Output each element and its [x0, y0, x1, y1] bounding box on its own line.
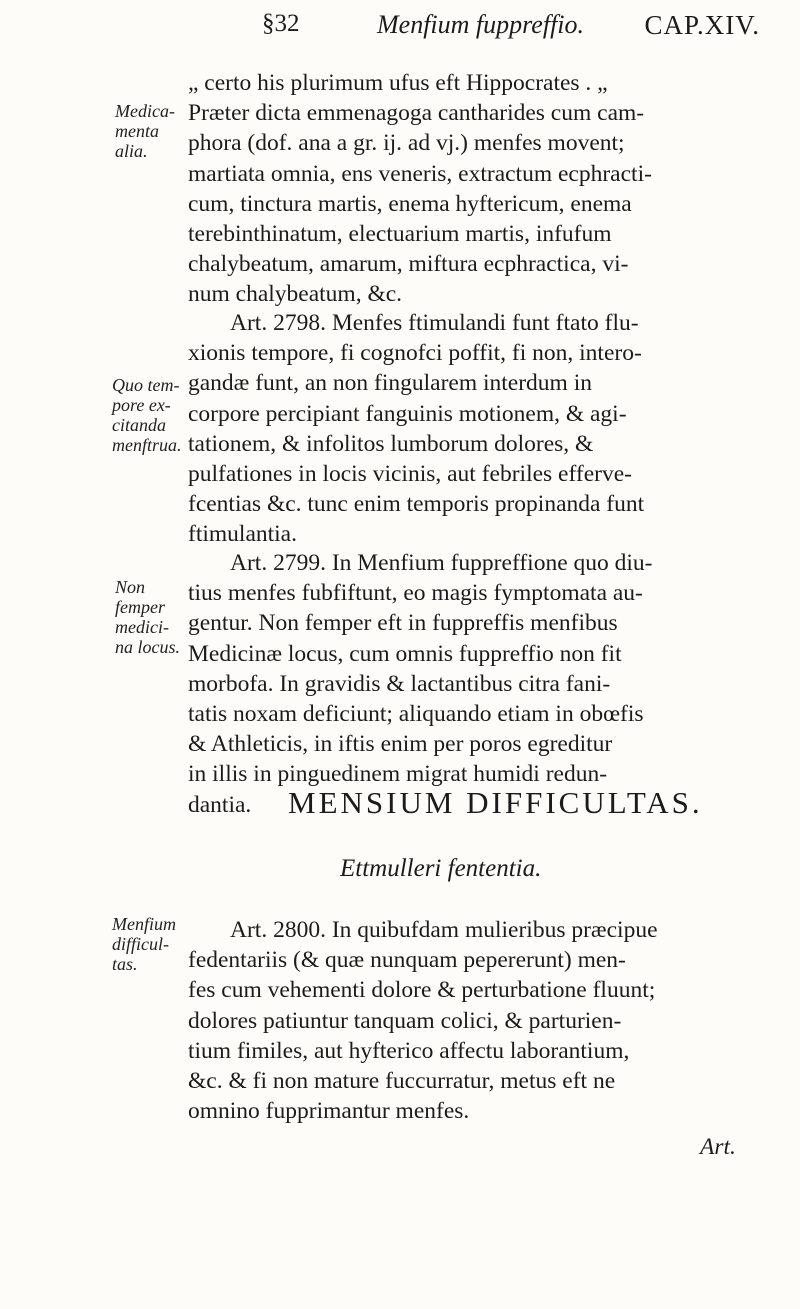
text-line: Art. 2800. In quibufdam mulieribus præcipue — [230, 917, 658, 943]
page-header — [262, 10, 760, 50]
text-line: fcentias &c. tunc enim temporis propinanda funt — [188, 491, 645, 518]
text-line: tationem, & infolitos lumborum dolores, & — [188, 430, 594, 457]
text-line: &c. & fi non mature fuccurratur, metus eft ne — [188, 1068, 616, 1095]
text-line: fedentariis (& quæ nunquam pepererunt) men- — [188, 947, 626, 974]
text-line: num chalybeatum, &c. — [188, 281, 403, 308]
paragraph-art-2798 — [188, 308, 768, 550]
text-line: omnino fupprimantur menfes. — [188, 1098, 470, 1125]
margin-note-medicamenta — [115, 101, 175, 161]
margin-note-line: Quo tem- — [112, 375, 180, 395]
text-line: dolores patiuntur tanquam colici, & parturien- — [188, 1007, 622, 1034]
margin-note-line: Menfium — [112, 914, 176, 934]
margin-note-line: femper — [115, 597, 165, 617]
text-line: & Athleticis, in iftis enim per poros egreditur — [188, 731, 613, 758]
text-line: terebinthinatum, electuarium martis, infufum — [188, 221, 612, 248]
margin-note-line: Non — [115, 577, 146, 597]
margin-note-quo-tempore — [112, 375, 182, 455]
margin-note-line: tas. — [112, 954, 138, 974]
margin-note-line: na locus. — [115, 637, 180, 657]
margin-note-line: menta — [115, 121, 159, 141]
text-line: in illis in pinguedinem migrat humidi redun- — [188, 761, 608, 788]
text-line: gandæ funt, an non fingularem interdum in — [188, 370, 592, 397]
text-line: chalybeatum, amarum, miftura ecphractica, vi- — [188, 251, 629, 278]
text-line: Præter dicta emmenagoga cantharides cum cam- — [188, 100, 645, 127]
margin-note-line: menftrua. — [112, 435, 182, 455]
text-line: xionis tempore, fi cognofci poffit, fi non, intero- — [188, 340, 642, 367]
text-line: tius menfes fubfiftunt, eo magis fymptomata au- — [188, 580, 643, 607]
text-line: fes cum vehementi dolore & perturbatione fluunt; — [188, 977, 656, 1004]
section-subheading: Ettmulleri fententia. — [340, 855, 542, 882]
catchword: Art. — [700, 1134, 736, 1160]
margin-note-non-semper — [115, 577, 180, 657]
text-line: pulfationes in locis vicinis, aut febriles efferve- — [188, 461, 632, 488]
text-line: morbofa. In gravidis & lactantibus citra fani- — [188, 670, 611, 697]
text-line: martiata omnia, ens veneris, extractum ecphracti- — [188, 160, 652, 187]
text-line: dantia. — [188, 791, 252, 818]
paragraph-emmenagoga — [188, 68, 768, 310]
section-heading: MENSIUM DIFFICULTAS. — [288, 785, 703, 820]
margin-note-line: pore ex- — [112, 395, 171, 415]
margin-note-mensium-difficultas — [112, 914, 176, 974]
margin-note-line: difficul- — [112, 934, 169, 954]
text-line: gentur. Non femper eft in fuppreffis menfibus — [188, 610, 618, 637]
text-line: corpore percipiant fanguinis motionem, & agi- — [188, 400, 627, 427]
page-number: §32 — [262, 10, 300, 37]
margin-note-line: alia. — [115, 141, 148, 161]
text-line: tatis noxam deficiunt; aliquando etiam in obœfis — [188, 701, 644, 728]
margin-note-line: medici- — [115, 617, 169, 637]
text-line: phora (dof. ana a gr. ij. ad vj.) menfes movent; — [188, 130, 625, 157]
chapter-label: CAP.XIV. — [644, 10, 760, 40]
text-line: cum, tinctura martis, enema hyftericum, enema — [188, 190, 632, 217]
running-title: Menfium fuppreffio. — [377, 10, 585, 39]
text-line: ftimulantia. — [188, 521, 297, 548]
paragraph-art-2799 — [188, 548, 768, 820]
text-line: tium fimiles, aut hyfterico affectu laborantium, — [188, 1037, 630, 1064]
margin-note-line: Medica- — [115, 101, 175, 121]
paragraph-art-2800 — [188, 915, 768, 1126]
text-line: Art. 2798. Menfes ftimulandi funt ftato flu- — [230, 310, 639, 336]
text-line: Art. 2799. In Menfium fuppreffione quo diu- — [230, 550, 653, 576]
margin-note-line: citanda — [112, 415, 166, 435]
text-line: Medicinæ locus, cum omnis fuppreffio non fit — [188, 640, 622, 667]
text-line: „ certo his plurimum ufus eft Hippocrates . „ — [188, 70, 608, 96]
